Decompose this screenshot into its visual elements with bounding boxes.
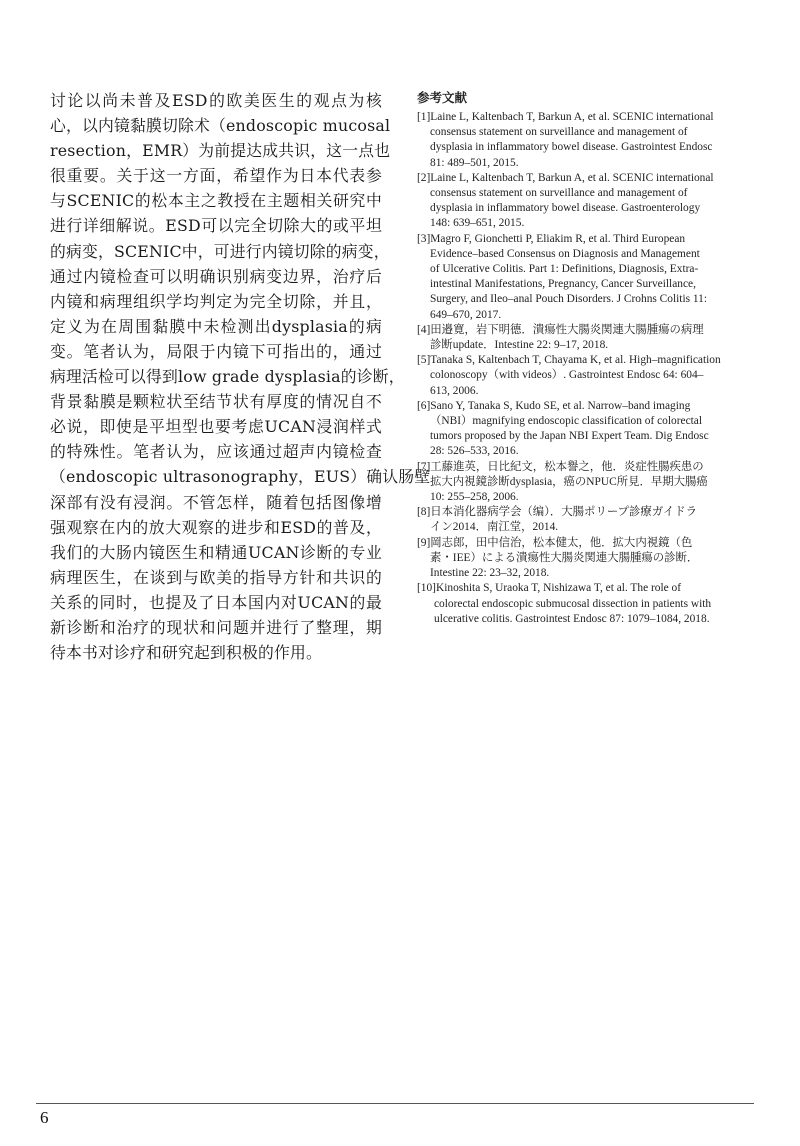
reference-line: Intestine 22: 23–32, 2018. [430, 567, 550, 580]
reference-line: of Ulcerative Colitis. Part 1: Definitions, Diagnosis, Extra- [430, 263, 699, 276]
reference-item [417, 460, 761, 506]
body-text-line: 通过内镜检查可以明确识别病变边界，治疗后 [50, 266, 382, 286]
reference-line: 素・IEE）による潰瘍性大腸炎関連大腸腫瘍の診断． [430, 551, 699, 564]
reference-line: 28: 526–533, 2016. [430, 445, 519, 458]
reference-item [417, 323, 761, 353]
body-text-line: 病理活检可以得到low grade dysplasia的诊断， [50, 367, 405, 387]
body-text-line: （endoscopic ultrasonography，EUS）确认肠壁 [50, 467, 431, 487]
reference-line: colonoscopy（with videos）. Gastrointest Endosc 64: 604– [430, 369, 704, 382]
reference-line: 613, 2006. [430, 384, 479, 397]
reference-line: tumors proposed by the Japan NBI Expert Team. Dig Endosc [430, 430, 709, 443]
reference-line: ulcerative colitis. Gastrointest Endosc 87: 1079–1084, 2018. [434, 612, 710, 625]
body-text-line: 进行详细解说。ESD可以完全切除大的或平坦 [50, 216, 382, 236]
reference-line: 拡大内視鏡診断dysplasia，癌のNPUC所見．早期大腸癌 [430, 475, 708, 488]
footer-divider [36, 1103, 754, 1104]
reference-item [417, 505, 761, 535]
reference-item [417, 353, 761, 399]
body-text-line: 待本书对诊疗和研究起到积极的作用。 [50, 643, 322, 663]
body-text-line: resection，EMR）为前提达成共识，这一点也 [50, 141, 391, 161]
reference-item [417, 399, 761, 460]
reference-line: [6]Sano Y, Tanaka S, Kudo SE, et al. Narrow–band imaging [417, 399, 691, 412]
reference-line: 148: 639–651, 2015. [430, 217, 525, 230]
reference-line: [10]Kinoshita S, Uraoka T, Nishizawa T, et al. The role of [417, 582, 682, 595]
body-text-line: 的病变，SCENIC中，可进行内镜切除的病变， [50, 241, 390, 261]
reference-line: consensus statement on surveillance and management of [430, 187, 688, 200]
reference-line: Evidence–based Consensus on Diagnosis and Management [430, 247, 700, 260]
reference-line: [4]田邉寛，岩下明德．潰瘍性大腸炎関連大腸腫瘍の病理 [417, 323, 704, 336]
page-number: 6 [40, 1108, 49, 1127]
reference-line: 649–670, 2017. [430, 308, 502, 321]
reference-line: 81: 489–501, 2015. [430, 156, 519, 169]
body-text-line: 心，以内镜黏膜切除术（endoscopic mucosal [50, 116, 391, 136]
reference-line: [9]岡志郎，田中信治，松本健太，他．拡大内視鏡（色 [417, 536, 693, 549]
reference-line: [1]Laine L, Kaltenbach T, Barkun A, et al. SCENIC international [417, 111, 714, 123]
reference-line: colorectal endoscopic submucosal dissection in patients with [434, 597, 712, 610]
references-section [417, 90, 761, 627]
body-text-line: 很重要。关于这一方面，希望作为日本代表参 [50, 166, 382, 186]
reference-line: [2]Laine L, Kaltenbach T, Barkun A, et al. SCENIC international [417, 171, 714, 184]
reference-item [417, 171, 761, 232]
reference-item [417, 581, 761, 627]
reference-item [417, 536, 761, 582]
reference-line: 10: 255–258, 2006. [430, 491, 519, 504]
reference-line: 診断update．Intestine 22: 9–17, 2018. [430, 339, 609, 352]
body-text-line: 定义为在周围黏膜中未检测出dysplasia的病 [50, 316, 382, 336]
reference-item [417, 232, 761, 323]
body-text-line: 必说，即使是平坦型也要考虑UCAN浸润样式 [50, 417, 382, 437]
body-text-line: 病理医生，在谈到与欧美的指导方针和共识的 [50, 567, 382, 587]
references-heading: 参考文献 [417, 90, 468, 105]
body-text-line: 我们的大肠内镜医生和精通UCAN诊断的专业 [50, 542, 382, 562]
body-text-line: 与SCENIC的松本主之教授在主题相关研究中 [50, 191, 382, 211]
reference-line: （NBI）magnifying endoscopic classification of colorectal [430, 415, 703, 428]
reference-line: [8]日本消化器病学会（编）．大腸ポリープ診療ガイドラ [417, 506, 698, 519]
reference-line: [5]Tanaka S, Kaltenbach T, Chayama K, et al. High–magnification [417, 354, 721, 367]
reference-line: [7]工藤進英，日比紀文，松本譽之，他．炎症性腸疾患の [417, 460, 704, 473]
body-text-line: 新诊断和治疗的现状和问题并进行了整理，期 [50, 617, 382, 637]
body-text-line: 深部有没有浸润。不管怎样，随着包括图像增 [50, 492, 382, 512]
reference-line: intestinal Manifestations, Pregnancy, Cancer Surveillance, [430, 278, 696, 291]
reference-line: イン2014．南江堂，2014. [430, 521, 559, 534]
reference-line: dysplasia in inflammatory bowel disease. Gastroenterology [430, 202, 701, 215]
body-text-line: 关系的同时，也提及了日本国内对UCAN的最 [50, 592, 382, 612]
reference-line: dysplasia in inflammatory bowel disease. Gastrointest Endosc [430, 141, 713, 154]
reference-line: Surgery, and Ileo–anal Pouch Disorders. J Crohns Colitis 11: [430, 293, 708, 306]
body-text-line: 背景黏膜是颗粒状至结节状有厚度的情况自不 [50, 392, 382, 412]
body-text-line: 的特殊性。笔者认为，应该通过超声内镜检查 [50, 442, 382, 462]
body-text-line: 变。笔者认为，局限于内镜下可指出的，通过 [50, 341, 382, 361]
reference-item [417, 110, 761, 171]
body-text-column [50, 88, 431, 665]
body-text-line: 强观察在内的放大观察的进步和ESD的普及， [50, 517, 382, 537]
reference-line: consensus statement on surveillance and management of [430, 126, 688, 139]
body-text-line: 讨论以尚未普及ESD的欧美医生的观点为核 [50, 91, 382, 110]
reference-line: [3]Magro F, Gionchetti P, Eliakim R, et al. Third European [417, 232, 686, 245]
body-text-line: 内镜和病理组织学均判定为完全切除，并且， [50, 291, 382, 311]
